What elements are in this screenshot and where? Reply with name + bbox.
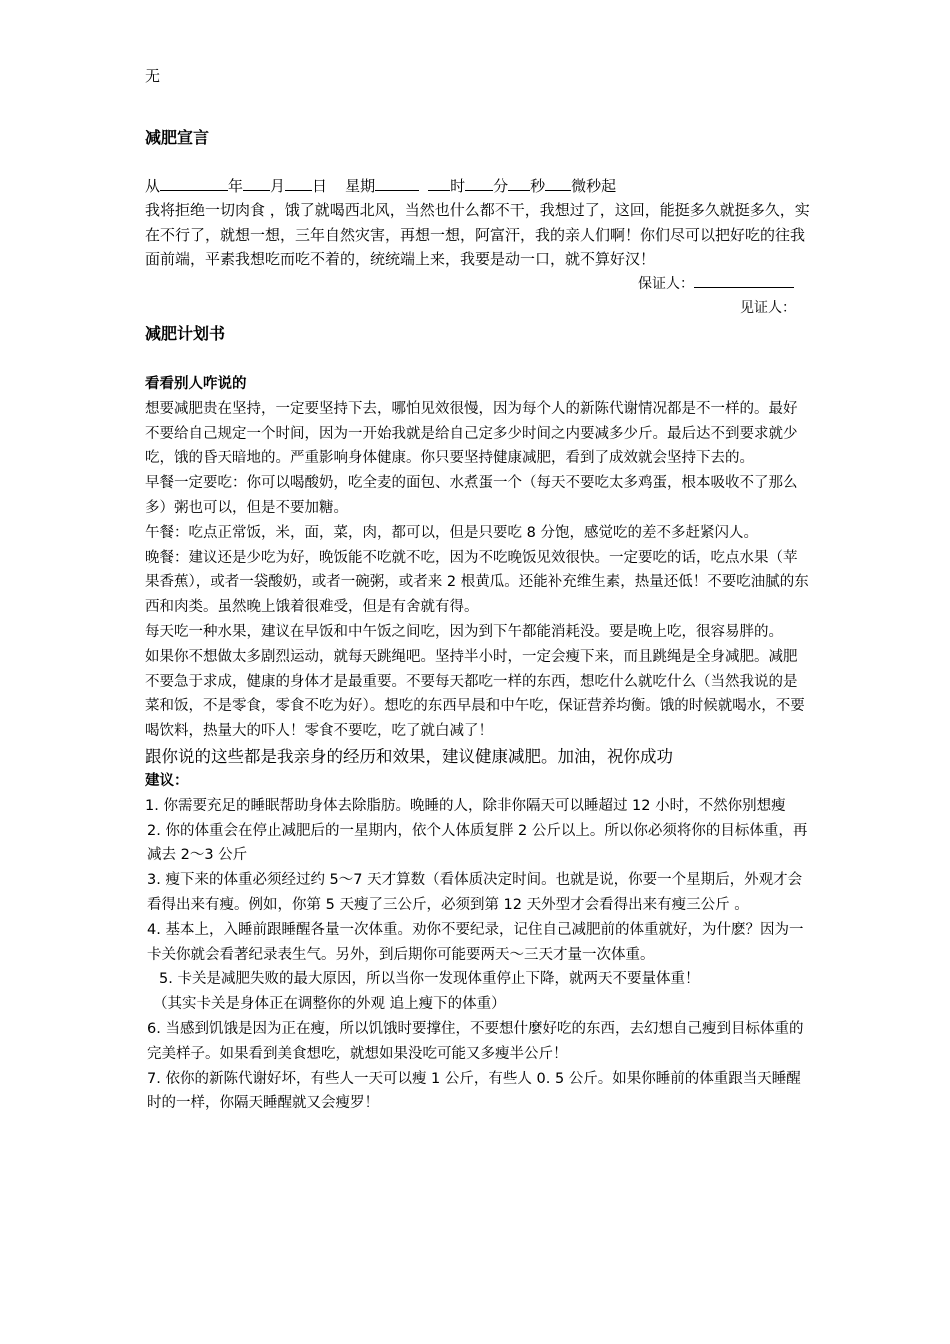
- advice-item: 5. 卡关是减肥失败的最大原因，所以当你一发现体重停止下降，就两天不要量体重！: [159, 971, 700, 988]
- advice-item: 2. 你的体重会在停止减肥后的一星期内，依个人体质复胖 2 公斤以上。所以你必须将你的目标体重，再减去 2～3 公斤: [147, 822, 808, 864]
- top-note: 无: [145, 67, 161, 85]
- date-year-label: 年: [228, 177, 244, 195]
- date-weekday-label: 星期: [345, 177, 376, 195]
- plan-title: 减肥计划书: [145, 324, 226, 343]
- plan-paragraph: 早餐一定要吃：你可以喝酸奶，吃全麦的面包、水煮蛋一个（每天不要吃太多鸡蛋，根本吸收不了那么多）粥也可以，但是不要加糖。: [145, 475, 798, 516]
- advice-title: 建议：: [145, 772, 189, 789]
- date-day-label: 日: [312, 177, 328, 195]
- advice-item: 6. 当感到饥饿是因为正在瘦，所以饥饿时要撑住，不要想什麼好吃的东西，去幻想自己瘦到目标体重的完美样子。如果看到美食想吃，就想如果没吃可能又多瘦半公斤！: [147, 1020, 804, 1062]
- date-minute-label: 分: [493, 177, 509, 195]
- witness-label: 见证人：: [740, 300, 796, 316]
- date-from-label: 从: [145, 177, 161, 195]
- year-blank: [160, 176, 228, 191]
- hour-blank: [428, 176, 450, 191]
- advice-item: 3. 瘦下来的体重必须经过约 5～7 天才算数（看体质决定时间。也就是说，你要一个星期后，外观才会看得出来有瘦。例如，你第 5 天瘦了三公斤，必须到第 12 天外型才会看得出来有瘦三公斤 。: [147, 872, 803, 913]
- plan-paragraph: 如果你不想做太多剧烈运动，就每天跳绳吧。坚持半小时，一定会瘦下来，而且跳绳是全身减肥。减肥不要急于求成，健康的身体才是最重要。不要每天都吃一样的东西，想吃什么就吃什么（当然我说的是菜和饭，不是零食，零食不吃为好）。想吃的东西早晨和中午吃，保证营养均衡。饿的时候就喝水，不要喝饮料，热量大的吓人！零食不要吃，吃了就白减了！: [145, 648, 805, 740]
- advice-note: （其实卡关是身体正在调整你的外观 追上瘦下的体重）: [153, 996, 506, 1013]
- plan-paragraph: 想要减肥贵在坚持，一定要坚持下去，哪怕见效很慢，因为每个人的新陈代谢情况都是不一样的。最好不要给自己规定一个时间，因为一开始我就是给自己定多少时间之内要减多少斤。最后达不到要求就少吃，饿的昏天暗地的。严重影响身体健康。你只要坚持健康减肥，看到了成效就会坚持下去的。: [145, 400, 798, 467]
- guarantor-label: 保证人：: [638, 276, 694, 292]
- second-blank: [508, 176, 530, 191]
- declaration-title: 减肥宣言: [145, 128, 210, 147]
- minute-blank: [465, 176, 493, 191]
- guarantor-line: [638, 273, 794, 295]
- advice-item: 4. 基本上，入睡前跟睡醒各量一次体重。劝你不要纪录，记住自己减肥前的体重就好，为什麽？因为一卡关你就会看著纪录表生气。另外，到后期你可能要两天～三天才量一次体重。: [147, 921, 804, 963]
- advice-item: 1. 你需要充足的睡眠帮助身体去除脂肪。晚睡的人，除非你隔天可以睡超过 12 小时，不然你别想瘦: [145, 797, 786, 814]
- date-microsecond-label: 微秒起: [571, 177, 617, 195]
- date-second-label: 秒: [530, 177, 546, 195]
- plan-content: [145, 372, 810, 1116]
- microsecond-blank: [545, 176, 571, 191]
- plan-paragraph: 午餐：吃点正常饭，米，面，菜，肉，都可以，但是只要吃 8 分饱，感觉吃的差不多赶紧闪人。: [145, 524, 758, 541]
- plan-paragraph: 每天吃一种水果，建议在早饭和中午饭之间吃，因为到下午都能消耗没。要是晚上吃，很容易胖的。: [145, 623, 783, 640]
- plan-paragraph: 晚餐：建议还是少吃为好，晚饭能不吃就不吃，因为不吃晚饭见效很快。一定要吃的话，吃点水果（苹果香蕉），或者一袋酸奶，或者一碗粥，或者来 2 根黄瓜。还能补充维生素，热量还低！不要吃油腻的东西和肉类。虽然晚上饿着很难受，但是有舍就有得。: [145, 549, 809, 616]
- declaration-body: 我将拒绝一切肉食 ，饿了就喝西北风，当然也什么都不干，我想过了，这回，能挺多久就挺多久，实在不行了，就想一想，三年自然灾害，再想一想，阿富汗，我的亲人们啊！你们尽可以把好吃的往我面前端，平素我想吃而吃不着的，统统端上来，我要是动一口，就不算好汉！: [145, 201, 810, 268]
- declaration-date-line: [145, 174, 810, 198]
- date-hour-label: 时: [450, 177, 466, 195]
- plan-subtitle: 看看别人咋说的: [145, 376, 247, 392]
- month-blank: [243, 176, 270, 191]
- weekday-blank: [375, 176, 419, 191]
- advice-item: 7. 依你的新陈代谢好坏，有些人一天可以瘦 1 公斤，有些人 0. 5 公斤。如果你睡前的体重跟当天睡醒时的一样，你隔天睡醒就又会瘦罗！: [147, 1070, 801, 1112]
- day-blank: [285, 176, 312, 191]
- date-month-label: 月: [270, 177, 286, 195]
- guarantor-blank: [694, 273, 794, 288]
- plan-closing: 跟你说的这些都是我亲身的经历和效果，建议健康减肥。加油，祝你成功: [145, 746, 673, 766]
